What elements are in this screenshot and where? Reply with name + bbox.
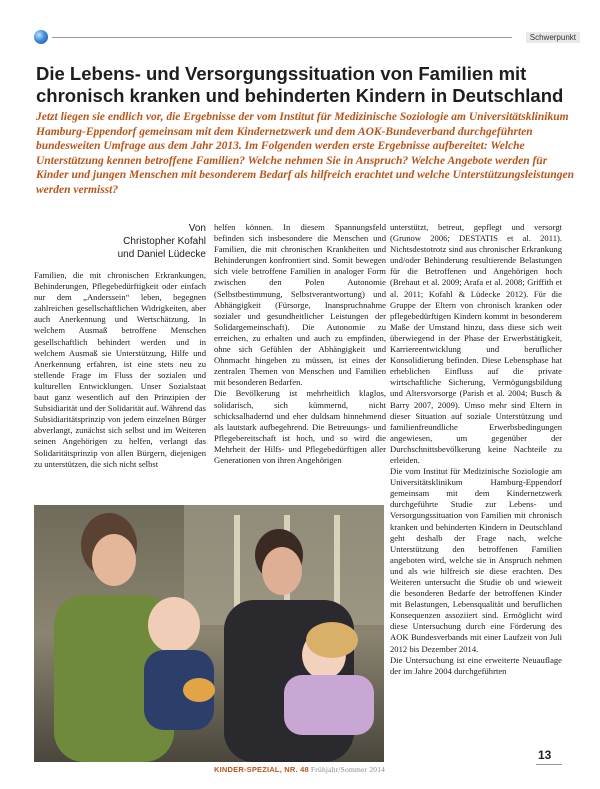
page-number: 13	[538, 748, 552, 762]
article-title-line-2: chronisch kranken und behinderten Kindern in Deutschland	[36, 85, 564, 106]
magazine-name: KINDER-SPEZIAL, NR. 48	[214, 765, 309, 774]
section-label: Schwerpunkt	[526, 32, 580, 43]
byline-author-2: und Daniel Lüdecke	[117, 249, 206, 260]
byline-author-1: Christopher Kofahl	[123, 236, 206, 247]
paragraph: Familien, die mit chronischen Erkrankungen, Behinderungen, Pflegebedürftigkeit oder einfach nur dem „Anderssein“ leben, begegnen zahlreichen gesellschaftlichen Widrigkeiten, aber auch Anerkennung und Wertschätzung. In welchem Ausmaß betroffene Menschen gesellschaftlich behindert werden und in welchem Ausmaß sie Unterstützung, Hilfe und Anerkennung erfahren, ist eine stets neu zu stellende Frage im Fluss der sozialen und kulturellen Entwicklungen. Unser Sozialstaat baut ganz wesentlich auf den Prinzipien der Subsidiarität und der Solidarität auf. Während das Subsidiaritätsprinzip von jedem einzelnen Bürger abverlangt, zunächst sich selbst und im Weiteren seinen Angehörigen zu helfen, verlangt das Solidaritätsprinzip von allen Bürgern, diejenigen zu unterstützen, die sich nicht selbst	[34, 270, 206, 469]
text-column-1	[34, 270, 206, 470]
paragraph: Die vom Institut für Medizinische Soziologie am Universitätsklinikum Hamburg-Eppendorf gemeinsam mit dem Kindernetzwerk durchgeführte Studie zur Lebens- und Versorgungssituation von Familien mit chronisch kranken und behinderten Kindern in Deutschland geht deshalb der Frage nach, welche Unterstützung den betroffenen Familien angeboten wird, welche sie in Anspruch nehmen und als wie hilfreich sie diese erachten. Des Weiteren untersucht die Studie ob und wieweit die besonderen Bedarfe der betroffenen Kinder mit Belastungen, Lebensqualität und beruflichen Konsequenzen assoziiert sind. Ermöglicht wird diese Untersuchung durch eine Förderung des AOK Bundesverbands mit einer Laufzeit von Juli 2012 bis Dezember 2014.	[390, 466, 562, 654]
issue-label: Frühjahr/Sommer 2014	[310, 765, 386, 774]
text-column-3	[390, 222, 562, 677]
article-title-line-1: Die Lebens- und Versorgungssituation von Familien mit	[36, 63, 527, 84]
paragraph: helfen können. In diesem Spannungsfeld befinden sich insbesondere die Menschen und Familien, die mit chronischen Krankheiten und Behinderungen konfrontiert sind. Somit bewegen sich viele betroffene Familien in analoger Form zwischen den Polen Autonomie (Selbstbestimmung, Selbstverantwortung) und Abhängigkeit (Fürsorge, Inanspruchnahme sozialer und gesundheitlicher Leistungen der Solidargemeinschaft). Die Autonomie zu erreichen, zu erhalten und auch zu empfinden, ohne sich Gefühlen der Abhängigkeit und Ohnmacht hingeben zu müssen, ist eines der zentralen Themen von Menschen und Familien mit besonderen Bedarfen.	[214, 222, 386, 388]
article-title	[36, 63, 576, 107]
paragraph: unterstützt, betreut, gepflegt und versorgt (Grunow 2006; DESTATIS et al. 2011). Nichtsdestotrotz sind aus chronischer Erkrankung und/oder Behinderung resultierende Belastungen für die Betroffenen und Angehörigen hoch (Brehaut et al. 2009; Arafa et al. 2008; Griffith et al. 2011; Kofahl & Lüdecke 2012). Für die Gruppe der Eltern von chronisch kranken oder pflegebedürftigen Kindern kommt in besonderem Maße der Umstand hinzu, dass diese sich weit überwiegend in der Phase der Erwerbstätigkeit, Karriereentwicklung und beruflicher Konsolidierung befinden. Diese Lebensphase hat erheblichen Einfluss auf die private wirtschaftliche Sicherung, Vermögungsbildung und Altersvorsorge (Parish et al. 2004; Busch & Barry 2007, 2009). Umso mehr sind Eltern in dieser Situation auf soziale Unterstützung und familienfreundliche Erwerbsbedingungen angewiesen, um gegenüber der Durchschnittsbevölkerung keine Nachteile zu erleiden.	[390, 222, 562, 465]
byline	[82, 222, 206, 261]
byline-von: Von	[188, 223, 206, 234]
family-photo	[34, 505, 384, 762]
paragraph: Die Untersuchung ist eine erweiterte Neuauflage der im Jahre 2004 durchgeführten	[390, 654, 562, 676]
page-footer	[214, 765, 385, 774]
article-lead: Jetzt liegen sie endlich vor, die Ergebnisse der vom Institut für Medizinische Soziologie am Universitätsklinikum Hamburg-Eppendorf gemeinsam mit dem Kindernetzwerk und dem AOK-Bundeverband durchgeführten bundesweiten Umfrage aus dem Jahr 2013. Im Folgenden werden erste Ergebnisse aufbereitet: Welche Unterstützung kennen betroffene Familien? Welche nehmen Sie in Anspruch? Welche Angebote werden für Kinder und jungen Menschen mit besonderem Bedarf als hilfreich erachtet und welche Unterstützungsleistungen werden vermisst?	[36, 111, 575, 196]
header-rule	[52, 37, 512, 38]
footer-rule	[536, 764, 562, 765]
text-column-2	[214, 222, 386, 466]
blue-dot-icon	[34, 30, 48, 44]
paragraph: Die Bevölkerung ist mehrheitlich klaglos, solidarisch, sich kümmernd, nicht schicksalhadernd und eher duldsam hinnehmend als lautstark aufbegehrend. Die Betreuungs- und Pflegebereitschaft ist hoch, und so wird die Mehrheit der Hilfs- und Pflegebedürftigen aller Generationen von ihren Angehörigen	[214, 388, 386, 465]
